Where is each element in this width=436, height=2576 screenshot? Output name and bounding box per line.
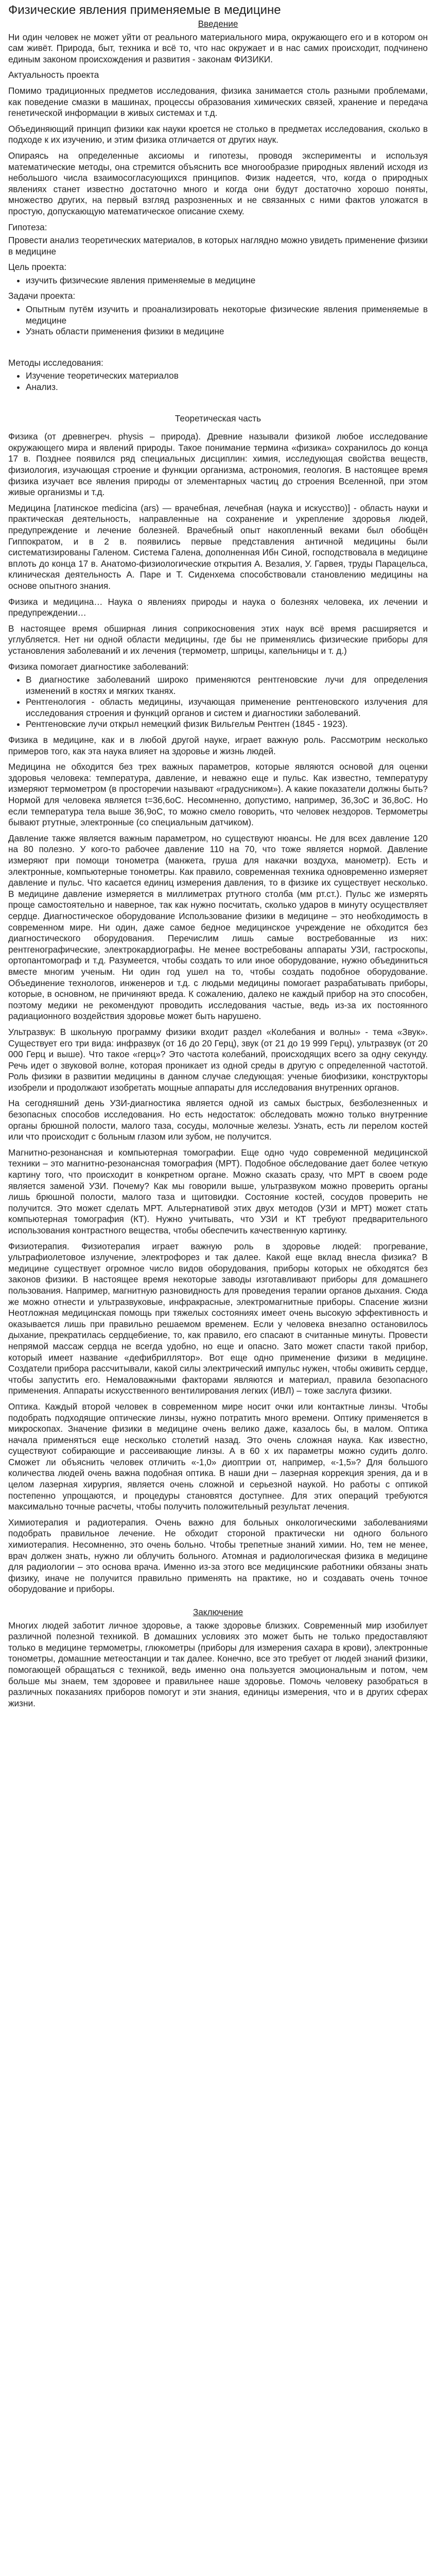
theory-paragraph: Физика (от древнегреч. physis – природа). Древние называли физикой любое исследование окружающего мира и явлений природы. Такое понимание термина «физика» сохранилось до конца 17 в. Позднее появился ряд специальных дисциплин: химия, исследующая свойства веществ, физиология, изучающая строение и функции организма, астрономия, геология. В настоящее время физика изучает все явления природы от элементарных частиц до строения Вселенной, при этом живые организмы и т.д.: [8, 431, 428, 498]
relevance-paragraph: Объединяющий принцип физики как науки кроется не столько в предметах исследования, сколько в подходе к их изучению, и этим физика отличается от других наук.: [8, 123, 428, 145]
theory-paragraph: Оптика. Каждый второй человек в современном мире носит очки или контактные линзы. Чтобы подобрать подходящие оптические линзы, нужно потратить много времени. Оптику применяется в микроскопах. Значение физики в медицине очень велико даже, казалось бы, в малом. Оптика начала применяться еще несколько столетий назад. Это очень сложная наука. Как известно, существуют собирающие и рассеивающие линзы. А в 60 х их параметры можно судить долго. Сможет ли объяснить человек отличить «-1,0» диоптрии от, например, «-1,5»? Для большого количества людей очень важна подобная оптика. В наши дни – лазерная коррекция зрения, да и в целом лазерная хирургия, является очень сложной и серьезной наукой. Но работы с оптикой постепенно упрощаются, и процедуры становятся доступнее. Для этих операций требуются максимально точные расчеты, чтобы получить положительный результат лечения.: [8, 1401, 428, 1512]
relevance-label: Актуальность проекта: [8, 70, 99, 80]
list-item: • изучить физические явления применяемые в медицине: [26, 275, 428, 286]
conclusion-heading: Заключение: [193, 1607, 243, 1617]
theory-paragraph: Медицина не обходится без трех важных параметров, которые являются основой для оценки здоровья человека: температура, давление, и неважно еще и пульс. Как известно, температуру измеряют термометром (в просторечии называют «градусником»). А какие показатели должны быть? Нормой для человека является t=36,6оС. Несомненно, допустимо, например, 36,3оС и 36,8оС. Но если температура тела выше 36,9оС, то можно смело говорить, что человек нездоров. Термометры бывают ртутные, электронные (со специальным датчиком).: [8, 761, 428, 828]
list-item: • Узнать области применения физики в медицине: [26, 326, 428, 337]
theory-paragraph: Медицина [латинское medicina (ars) — врачебная, лечебная (наука и искусство)] - область науки и практическая деятельность, направленные на сохранение и укрепление здоровья людей, предупреждение и лечение болезней. Врачебный опыт накопленный веками был обобщён Гиппократом, и в 2 в. появились первые представления античной медицины были систематизированы Галеном. Система Галена, дополненная Ибн Синой, господствовала в медицине вплоть до конца 17 в. Анатомо-физиологические открытия А. Везалия, У. Гарвея, труды Парацельса, клиническая деятельность А. Паре и Т. Сиденхема способствовали становлению медицины на основе опытного знания.: [8, 502, 428, 591]
methods-label: Методы исследования:: [8, 357, 103, 368]
theory-paragraph: В настоящее время обширная линия соприкосновения этих наук всё время расширяется и углубляется. Нет ни одной области медицины, где бы не применялись физические приборы для установления заболеваний и их лечения (термометр, шприцы, капельницы и т. д.): [8, 623, 428, 656]
list-item: • Рентгеновские лучи открыл немецкий физик Вильгельм Рентген (1845 - 1923).: [26, 719, 428, 730]
goal-list: [8, 275, 428, 286]
relevance-paragraph: Опираясь на определенные аксиомы и гипотезы, проводя эксперименты и используя математические методы, она стремится объяснить все многообразие природных явлений исходя из небольшого числа взаимосогласующихся принципов. Физик надеется, что, когда о природных явлениях станет известно достаточно много и когда они будут достаточно хорошо поняты, множество других, на первый взгляд разрозненных и не связанных с ними фактов уложатся в простую, допускающую математическое описание схему.: [8, 150, 428, 216]
theory-paragraph: Химиотерапия и радиотерапия. Очень важно для больных онкологическими заболеваниями подобрать правильное лечение. Не обходит стороной практически ни одного больного химиотерапия. Несомненно, это очень больно. Чтобы трепетные знаний химии. Но, тем не менее, врач должен знать, нужно ли облучить больного. Атомная и радиологическая физика в медицине для радиологии – это основа врача. Именно из-за этого все медицинские работники обязаны знать физику, иначе не получится правильно применять на практике, но и создавать очень точное оборудование и приборы.: [8, 1517, 428, 1595]
relevance-paragraph: Помимо традиционных предметов исследования, физика занимается столь разными проблемами, как поведение смазки в машинах, процессы образования химических связей, хранение и передача генетической информации в живых системах и т.д.: [8, 85, 428, 118]
theory-paragraph: Физика и медицина… Наука о явлениях природы и наука о болезнях человека, их лечении и предупреждении…: [8, 596, 428, 618]
intro-heading: Введение: [198, 19, 238, 29]
conclusion-paragraph: Многих людей заботит личное здоровье, а также здоровье близких. Современный мир изобилует различной полезной техникой. В домашних условиях это может быть не только предоставляют только в медицине термометры, глюкометры (приборы для измерения сахара в крови), электронные тонометры, домашние метеостанции и так далее. Конечно, все это требует от людей знаний физики, помогающей обращаться с техникой, ведь именно она пользуется эмоциональным и потом, чем больше мы знаем, тем здоровее и правильнее наше здоровье. Помочь человеку разобраться в различных показаниях приборов помогут и эти знания, единицы измерения, что и в других сферах жизни.: [8, 1620, 428, 1708]
list-item: • В диагностике заболеваний широко применяются рентгеновские лучи для определения изменений в костях и мягких тканях.: [26, 674, 428, 697]
list-item: • Опытным путём изучить и проанализировать некоторые физические явления применяемые в медицине: [26, 304, 428, 326]
list-item: • Рентгенология - область медицины, изучающая применение рентгеновского излучения для исследования строения и функций органов и систем и диагностики заболеваний.: [26, 697, 428, 719]
theory-paragraph: Физиотерапия. Физиотерапия играет важную роль в здоровье людей: прогревание, ультрафиолетовое излучение, электрофорез и так далее. Какой еще вклад внесла физика? В медицине существует огромное число видов оборудования, приборы которых не обходятся без законов физики. В настоящее время некоторые заводы изготавливают приборы для домашнего пользования. Например, магнитную разновидность для проведения терапии органов дыхания. Сюда же можно отнести и ультразвуковые, инфракрасные, электромагнитные приборы. Спасение жизни Неотложная медицинская помощь при тяжелых состояниях имеет очень высокую эффективность и оказывается лишь при правильно решаемом временем. Если у человека внезапно остановилось дыхание, прекратилась сердцебиение, то, как правило, его спасают в считанные минуты. Провести непрямой массаж сердца не всегда удобно, но еще и опасно. Зато может спасти такой прибор, который имеет название «дефибриллятор». Вот еще одно применение физики в медицине. Создатели прибора рассчитывали, какой силы электрический импульс нужен, чтобы оживить сердце, чтобы запустить его. Немаловажными факторами являются и материал, правила безопасного применения. Аппараты искусственного вентилирования легких (ИВЛ) – тоже заслуга физики.: [8, 1241, 428, 1396]
diagnostics-list: [8, 674, 428, 730]
list-item: • Анализ.: [26, 382, 428, 393]
theory-paragraph: Ультразвук: В школьную программу физики входит раздел «Колебания и волны» - тема «Звук». Существует его три вида: инфразвук (от 16 до 20 Герц), звук (от 21 до 19 999 Герц), ультразвук (от 20 000 Герц и выше). Что такое «герц»? Это частота колебаний, происходящих всего за одну секунду. Речь идет о звуковой волне, которая проникает из одной среды в другую с определенной частотой. Роль физики в развитии медицины в данном случае следующая: ученые биофизики, конструкторы изобрели и продолжают изобретать мощные аппараты для исследования внутренних органов.: [8, 1026, 428, 1093]
hypothesis-text: Провести анализ теоретических материалов, в которых наглядно можно увидеть применение физики в медицине: [8, 235, 428, 257]
theory-paragraph: Давление также является важным параметром, но существуют нюансы. Не для всех давление 120 на 80 полезно. У кого-то рабочее давление 110 на 70, что тоже является нормой. Давление измеряют при помощи тонометра (манжета, груша для накачки воздуха, манометр). Есть и электронные, компьютерные тонометры. Как правило, современная техника одновременно измеряет давление и пульс. Что касается единиц измерения давления, то в физике их существует несколько. В медицине давление измеряется в миллиметрах ртутного столба (мм рт.ст.). Пульс же измерять проще самостоятельно и наверное, так как нужно посчитать, сколько ударов в минуту осуществляет сердце. Диагностическое оборудование Использование физики в медицине – это необходимость в современном мире. Ни один, даже самое бедное медицинское учреждение не обходится без диагностического оборудования. Перечислим лишь самые востребованные из них: рентгенографические, электрокардиографы. Не менее востребованы аппараты УЗИ, гастроскопы, ортопантомограф и т.д. Разумеется, чтобы создать то или иное оборудование, нужно объединиться вместе многим ученым. Ни один год ушел на то, чтобы создать подобное оборудование. Объединение технологов, инженеров и т.д. с людьми медицины помогает разрабатывать приборы, которые, в основном, не причиняют вреда. К сожалению, далеко не каждый прибор на это способен, поэтому медики не рекомендуют проводить исследования частые, ведь из-за их постоянного радиационного воздействия здоровье может быть нарушено.: [8, 833, 428, 1022]
list-item: • Изучение теоретических материалов: [26, 370, 428, 382]
document-title: Физические явления применяемые в медицине: [8, 3, 281, 17]
theory-paragraph: Физика в медицине, как и в любой другой науке, играет важную роль. Рассмотрим несколько примеров того, как эта наука влияет на здоровье и жизнь людей.: [8, 735, 428, 756]
document: [8, 0, 428, 1719]
theory-paragraph: Магнитно-резонансная и компьютерная томографии. Еще одно чудо современной медицинской техники – это магнитно-резонансная томография (МРТ). Подобное обследование дает более четкую картину того, что происходит в конкретном органе. Можно сказать сразу, что МРТ в своем роде является заменой УЗИ. Почему? Как мы говорили выше, ультразвуком можно проверить органы лишь брюшной полости, малого таза и щитовидки. Состояние костей, сосудов проверить не получится. Это может сделать МРТ. Альтернативой этих двух методов (УЗИ и МРТ) может стать компьютерная томография (КТ). Нужно учитывать, что УЗИ и КТ требуют предварительного использования контрастного вещества, чтобы обеспечить качественную картинку.: [8, 1147, 428, 1235]
goal-label: Цель проекта:: [8, 262, 67, 273]
diagnostics-label: Физика помогает диагностике заболеваний:: [8, 661, 189, 672]
tasks-list: [8, 304, 428, 337]
methods-list: [8, 370, 428, 393]
intro-paragraph: Ни один человек не может уйти от реального материального мира, окружающего его и в котором он сам живёт. Природа, быт, техника и всё то, что нас окружает и в нас самих происходит, подчинено единым законом происхождения и развития - законам ФИЗИКИ.: [8, 31, 428, 64]
theory-paragraph: На сегодняшний день УЗИ-диагностика является одной из самых быстрых, безболезненных и безопасных способов исследования. Но есть недостаток: обследовать можно только внутренние органы брюшной полости, малого таза, сосуды, молочные железы. Узнать, есть ли перелом костей или что происходит с больным глазом или зубом, не получится.: [8, 1098, 428, 1142]
hypothesis-label: Гипотеза:: [8, 222, 47, 232]
theory-heading: Теоретическая часть: [175, 413, 261, 423]
tasks-label: Задачи проекта:: [8, 291, 76, 301]
